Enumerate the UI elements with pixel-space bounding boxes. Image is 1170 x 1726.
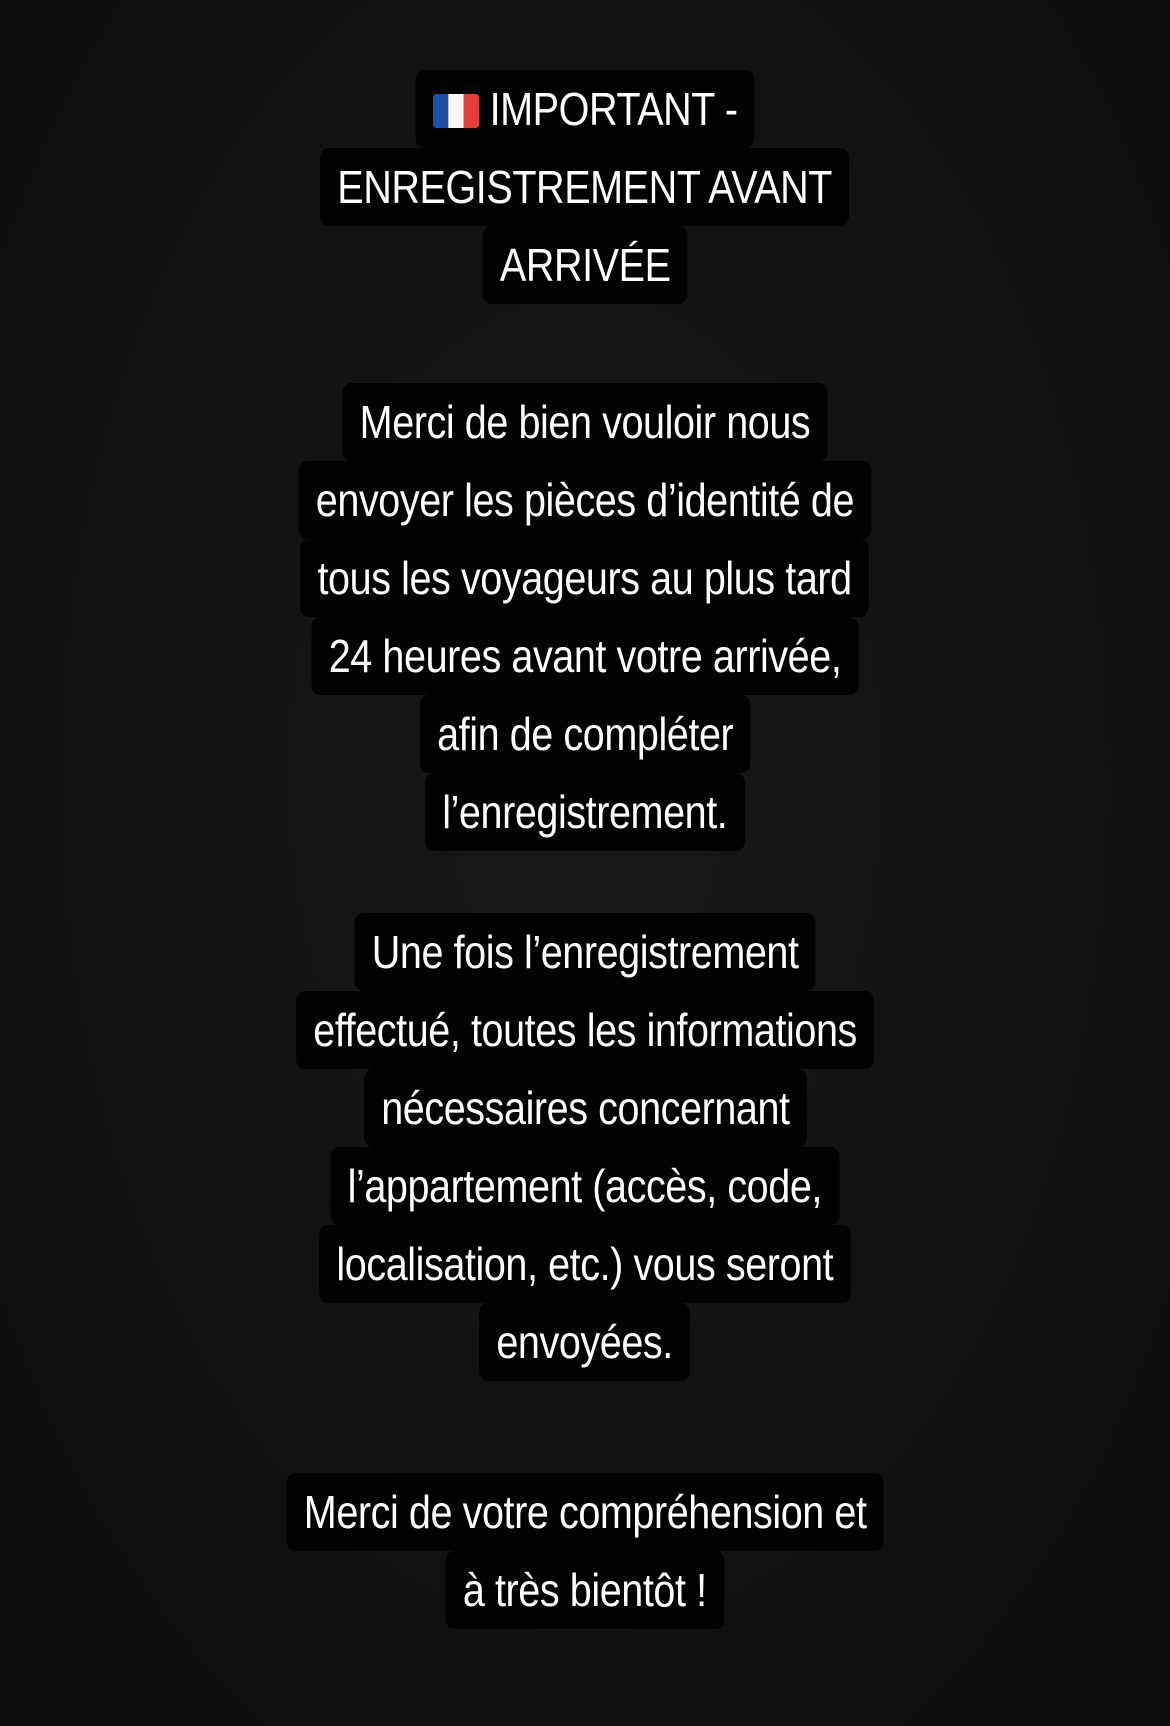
- title-line-text: IMPORTANT -: [489, 83, 738, 135]
- title-line: [415, 70, 754, 148]
- paragraph-id-request: [0, 383, 1170, 851]
- france-flag-icon: [433, 94, 479, 128]
- paragraph-info-sent: [0, 913, 1170, 1381]
- closing-block: [0, 1473, 1170, 1629]
- paragraph-line: nécessaires concernant: [364, 1069, 807, 1147]
- paragraph-line: Une fois l’enregistrement: [354, 913, 815, 991]
- paragraph-line: envoyer les pièces d’identité de: [299, 461, 872, 539]
- paragraph-line: 24 heures avant votre arrivée,: [311, 617, 858, 695]
- closing-line: Merci de votre compréhension et: [286, 1473, 883, 1551]
- paragraph-line: envoyées.: [480, 1303, 691, 1381]
- title-line: ENREGISTREMENT AVANT: [320, 148, 849, 226]
- title-line: ARRIVÉE: [482, 226, 687, 304]
- paragraph-line: l’enregistrement.: [425, 773, 745, 851]
- paragraph-line: l’appartement (accès, code,: [331, 1147, 840, 1225]
- closing-line: à très bientôt !: [446, 1551, 724, 1629]
- paragraph-line: afin de compléter: [420, 695, 751, 773]
- paragraph-line: tous les voyageurs au plus tard: [301, 539, 870, 617]
- paragraph-line: localisation, etc.) vous seront: [319, 1225, 850, 1303]
- paragraph-line: Merci de bien vouloir nous: [342, 383, 827, 461]
- paragraph-line: effectué, toutes les informations: [296, 991, 874, 1069]
- title-block: [0, 70, 1170, 304]
